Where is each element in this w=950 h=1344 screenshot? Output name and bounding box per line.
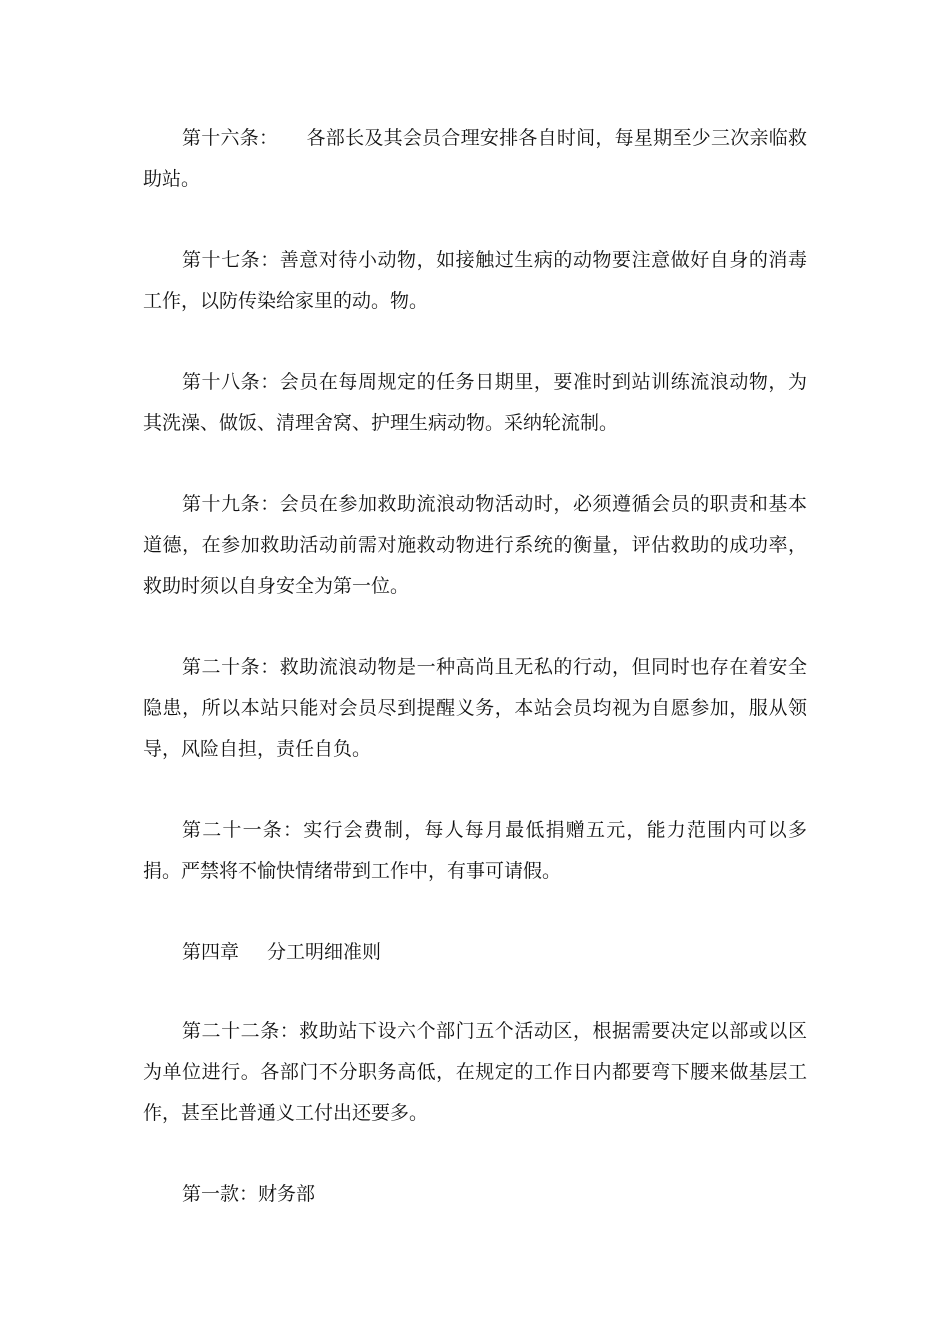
article-20 [143,647,807,770]
chapter-heading [143,932,807,973]
article-label: 第十六条： [182,127,279,149]
article-19 [143,484,807,607]
article-text: 各部长及其会员合理安排各自时间，每星期至少三次亲临救助站。 [143,127,807,190]
article-text: 会员在每周规定的任务日期里，要准时到站训练流浪动物，为其洗澡、做饭、清理舍窝、护理生病动物。采纳轮流制。 [143,371,807,434]
article-text: 救助站下设六个部门五个活动区，根据需要决定以部或以区为单位进行。各部门不分职务高低，在规定的工作日内都要弯下腰来做基层工作，甚至比普通义工付出还要多。 [143,1020,807,1124]
article-text: 救助流浪动物是一种高尚且无私的行动，但同时也存在着安全隐患，所以本站只能对会员尽到提醒义务，本站会员均视为自愿参加，服从领导，风险自担，责任自负。 [143,656,807,760]
chapter-title: 分工明细准则 [267,941,382,963]
article-label: 第十七条： [182,249,280,271]
article-label: 第十九条： [182,493,280,515]
chapter-label: 第四章 [182,941,240,963]
article-16 [143,118,807,200]
article-label: 第二十二条： [182,1020,300,1042]
clause-text: 财务部 [258,1183,316,1205]
article-label: 第二十条： [182,656,280,678]
article-text: 实行会费制，每人每月最低捐赠五元，能力范围内可以多捐。严禁将不愉快情绪带到工作中，有事可请假。 [143,819,807,882]
article-text: 会员在参加救助流浪动物活动时，必须遵循会员的职责和基本道德，在参加救助活动前需对施救动物进行系统的衡量，评估救助的成功率，救助时须以自身安全为第一位。 [143,493,807,597]
article-label: 第二十一条： [182,819,304,841]
article-label: 第十八条： [182,371,280,393]
article-22 [143,1011,807,1134]
article-17 [143,240,807,322]
article-21 [143,810,807,892]
document-body [143,118,807,1255]
article-18 [143,362,807,444]
clause-label: 第一款： [182,1183,259,1205]
article-text: 善意对待小动物，如接触过生病的动物要注意做好自身的消毒工作，以防传染给家里的动。物。 [143,249,807,312]
clause-1 [143,1174,807,1215]
